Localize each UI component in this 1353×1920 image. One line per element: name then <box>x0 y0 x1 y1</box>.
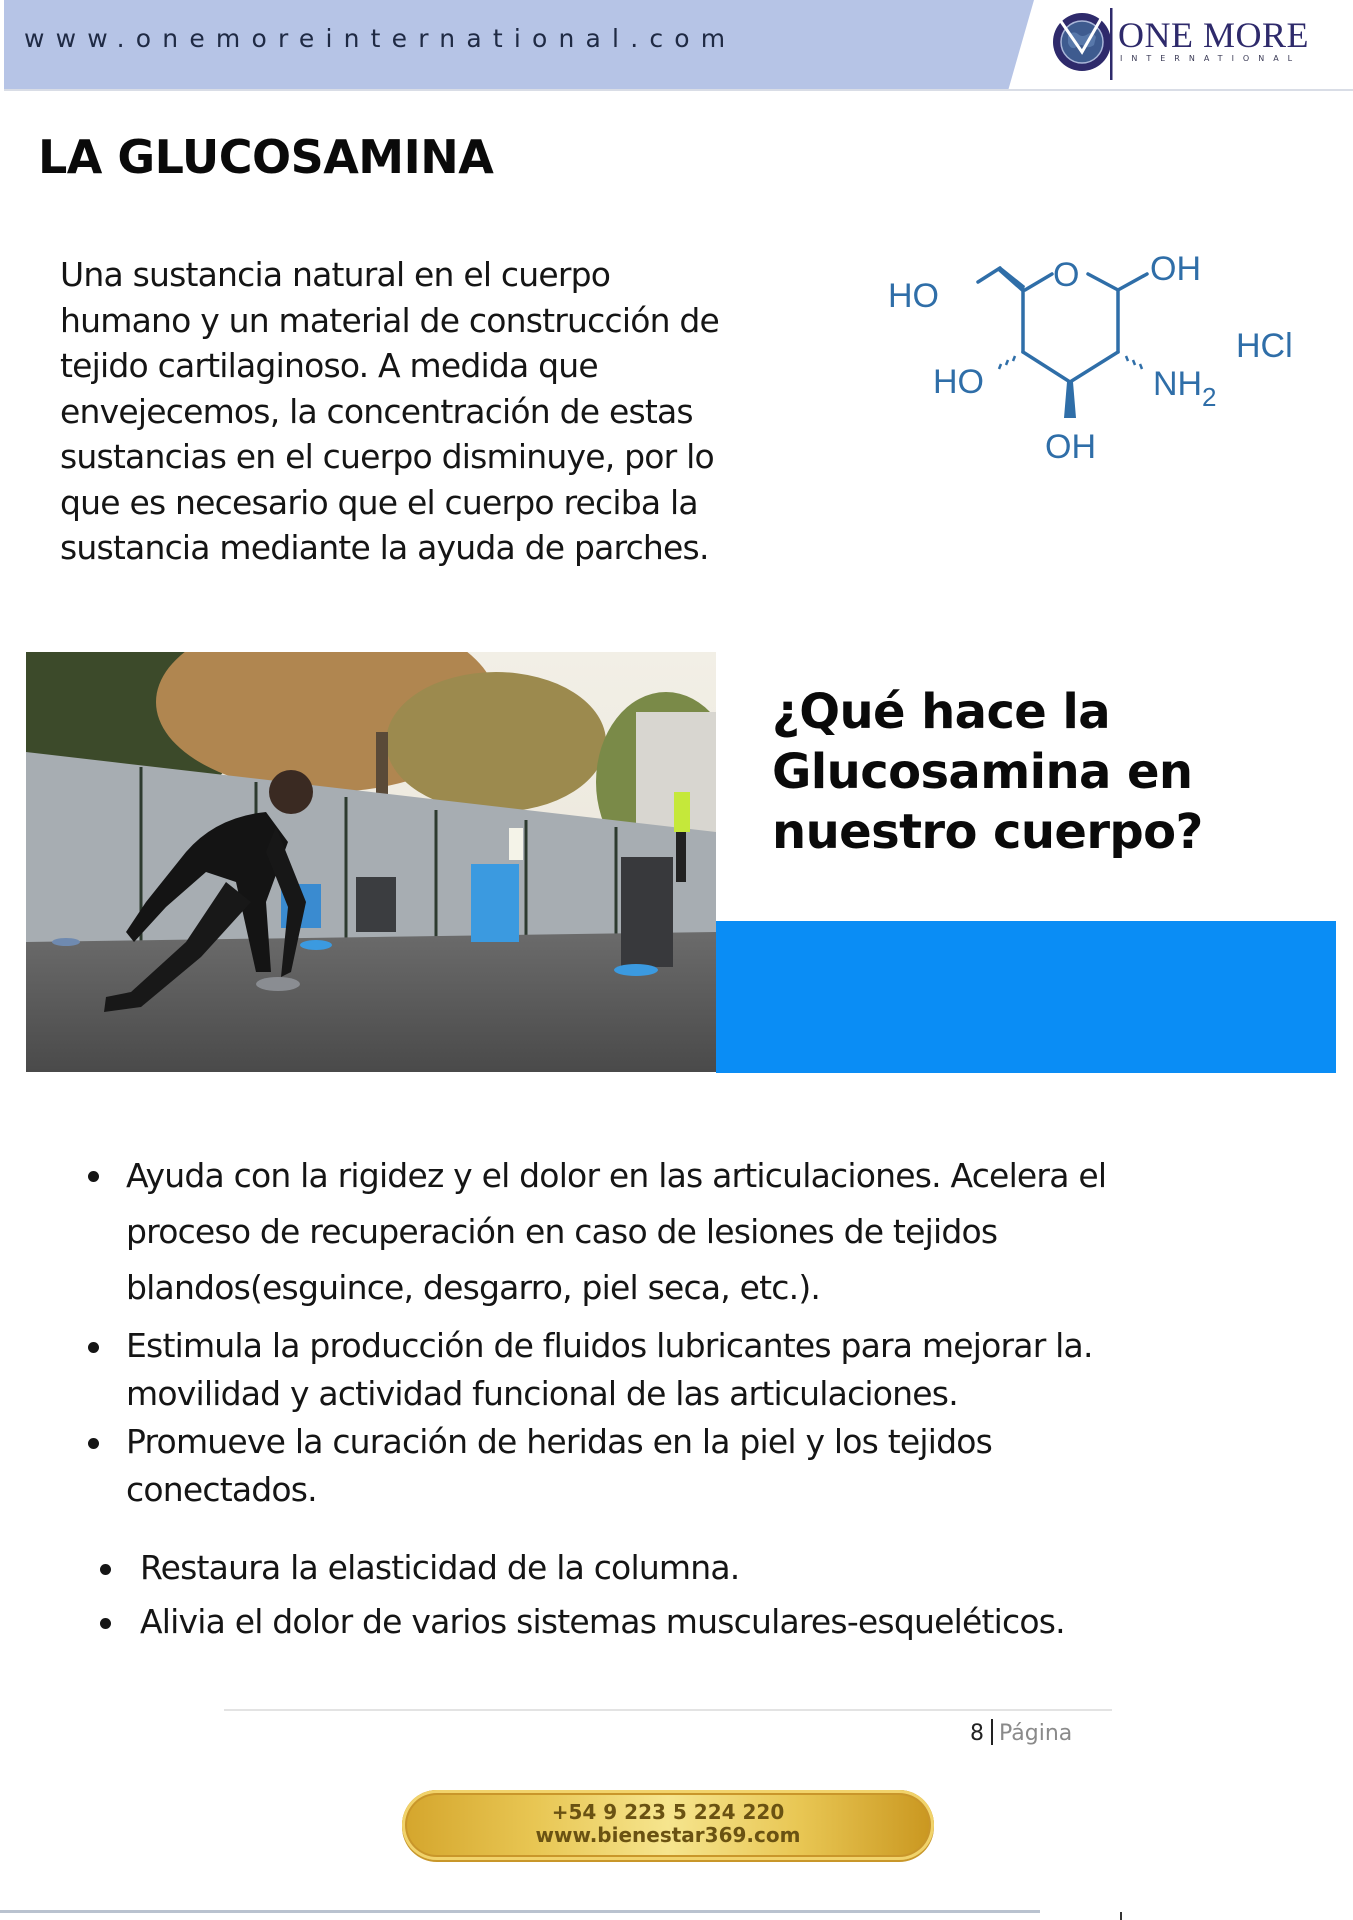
list-item <box>88 1148 1106 1316</box>
athlete-photo-image <box>26 652 716 1072</box>
page-title: LA GLUCOSAMINA <box>38 130 494 184</box>
list-item <box>100 1598 1065 1646</box>
page-number-value: 8 <box>970 1721 984 1746</box>
svg-text:OH: OH <box>1150 250 1201 288</box>
list-item-line: blandos(esguince, desgarro, piel seca, etc.). <box>126 1268 821 1307</box>
list-item <box>88 1322 1093 1418</box>
contact-badge[interactable] <box>402 1790 934 1860</box>
page-number-separator <box>991 1719 993 1745</box>
intro-line: humano y un material de construcción de <box>60 300 720 340</box>
logo-subtitle: INTERNATIONAL <box>1120 54 1302 63</box>
intro-line: que es necesario que el cuerpo reciba la <box>60 482 698 522</box>
svg-text:HCl: HCl <box>1236 327 1293 365</box>
list-item-line: Estimula la producción de fluidos lubricantes para mejorar la. <box>126 1326 1093 1365</box>
bullet-dot-icon <box>88 1438 99 1449</box>
molecule-structure-icon <box>860 230 1320 470</box>
bottom-tick-mark <box>1120 1912 1122 1920</box>
svg-text:HO: HO <box>888 277 939 315</box>
page-number <box>970 1719 1072 1746</box>
intro-line: tejido cartilaginoso. A medida que <box>60 346 598 385</box>
contact-phone[interactable]: +54 9 223 5 224 220 <box>551 1800 785 1824</box>
contact-website-link[interactable]: www.bienestar369.com <box>535 1823 801 1847</box>
intro-paragraph <box>60 252 800 571</box>
list-item-line: Ayuda con la rigidez y el dolor en las articulaciones. Acelera el <box>126 1156 1107 1195</box>
intro-line: sustancias en el cuerpo disminuye, por lo <box>60 437 714 476</box>
list-item-line: Alivia el dolor de varios sistemas musculares-esqueléticos. <box>140 1602 1065 1641</box>
footer-divider <box>224 1709 1112 1711</box>
globe-checkmark-logo-icon <box>1050 6 1120 82</box>
question-line: nuestro cuerpo? <box>772 804 1203 860</box>
bullet-dot-icon <box>88 1171 99 1182</box>
list-item-line: movilidad y actividad funcional de las articulaciones. <box>126 1374 958 1413</box>
page-number-label: Página <box>999 1721 1073 1746</box>
question-line: ¿Qué hace la <box>772 684 1111 740</box>
intro-line: envejecemos, la concentración de estas <box>60 391 693 431</box>
bullet-dot-icon <box>88 1342 99 1353</box>
list-item-line: Promueve la curación de heridas en la piel y los tejidos <box>126 1422 993 1461</box>
svg-text:2: 2 <box>1202 382 1217 412</box>
svg-text:NH: NH <box>1153 365 1203 403</box>
blue-accent-block <box>716 921 1336 1073</box>
list-item-line: conectados. <box>126 1470 317 1509</box>
one-more-logo <box>1050 6 1340 82</box>
question-line: Glucosamina en <box>772 744 1193 800</box>
logo-wordmark: ONE MORE <box>1118 15 1309 55</box>
bullet-dot-icon <box>100 1564 111 1575</box>
glucosamine-molecule-diagram <box>860 230 1320 470</box>
intro-line: sustancia mediante la ayuda de parches. <box>60 528 709 567</box>
bottom-divider <box>0 1910 1040 1913</box>
svg-text:HO: HO <box>933 363 984 401</box>
header-divider <box>4 89 1353 91</box>
athlete-training-photo <box>26 652 716 1072</box>
page-header <box>4 0 1353 91</box>
list-item-line: Restaura la elasticidad de la columna. <box>140 1548 740 1587</box>
svg-text:OH: OH <box>1045 428 1096 466</box>
svg-text:O: O <box>1053 256 1080 294</box>
bullet-dot-icon <box>100 1618 111 1629</box>
section-question-heading <box>772 682 1332 862</box>
list-item-line: proceso de recuperación en caso de lesiones de tejidos <box>126 1212 998 1251</box>
list-item <box>100 1544 740 1592</box>
list-item <box>88 1418 992 1514</box>
header-website-link[interactable]: www.onemoreinternational.com <box>24 24 737 53</box>
intro-line: Una sustancia natural en el cuerpo <box>60 255 611 294</box>
